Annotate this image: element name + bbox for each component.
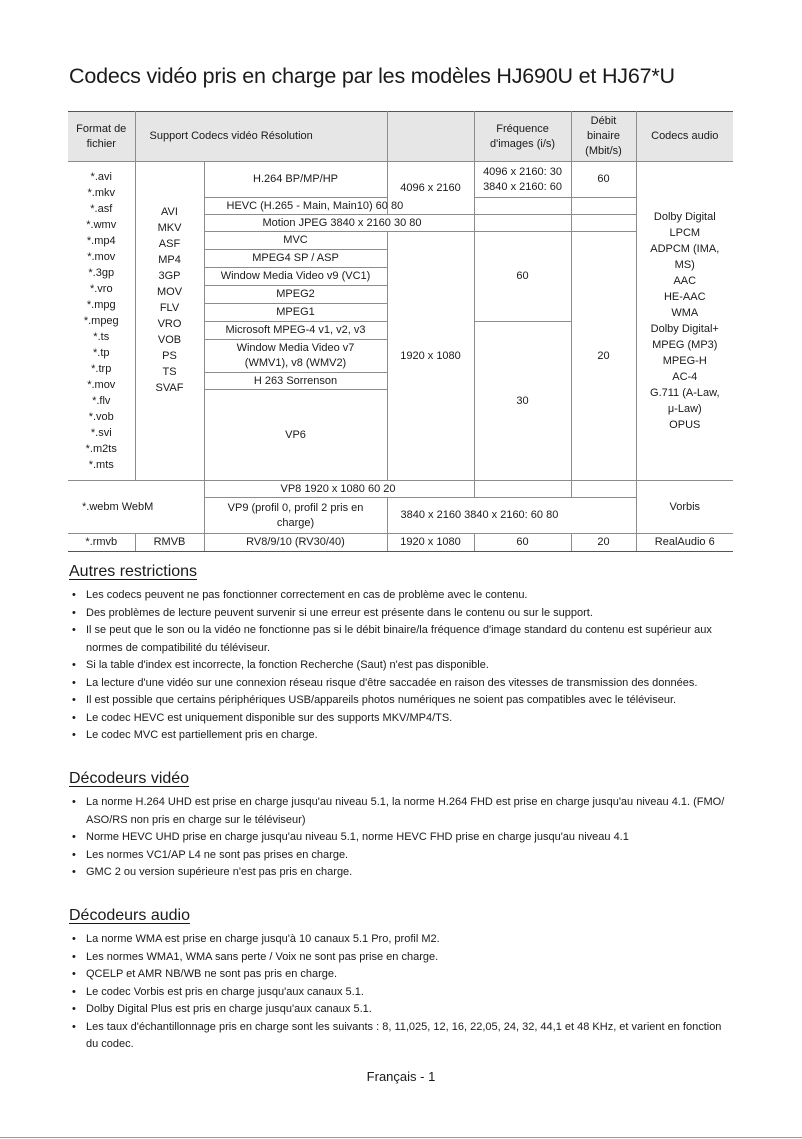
format-cell: *.rmvb (68, 534, 135, 552)
frequency-cell: 30 (474, 322, 571, 481)
resolution-cell: 1920 x 1080 (387, 232, 474, 481)
page-title: Codecs vidéo pris en charge par les modèles HJ690U et HJ67*U (69, 64, 675, 88)
list-item: MOV (156, 286, 183, 298)
list-item: MPEG (MP3) (652, 339, 718, 351)
frequency-cell: 60 (474, 534, 571, 552)
bottom-divider (0, 1137, 802, 1138)
list-item: VRO (157, 318, 182, 330)
codec-table (68, 111, 733, 552)
codec-cell: H.264 BP/MP/HP (204, 162, 387, 198)
list-item: MP4 (158, 254, 181, 266)
list-item: • QCELP et AMR NB/WB ne sont pas pris en charge. (69, 966, 729, 984)
list-item: ADPCM (IMA, MS) (650, 243, 720, 271)
list-item: • Le codec Vorbis est pris en charge jusqu'aux canaux 5.1. (69, 984, 729, 1002)
container-cell: RMVB (135, 534, 204, 552)
codec-cell: MPEG2 (204, 286, 387, 304)
list-item: SVAF (155, 382, 184, 394)
list-item: *.tp (92, 347, 110, 359)
page-footer: Français - 1 (366, 1069, 436, 1084)
list-item: *.avi (90, 171, 112, 183)
list-item: • Les normes VC1/AP L4 ne sont pas prises en charge. (69, 847, 729, 865)
list-item: • Les taux d'échantillonnage pris en charge sont les suivants : 8, 11,025, 12, 16, 22,05, 24, 32, 44,1 et 48 KHz, et varient en fonction du codec. (69, 1019, 729, 1054)
bitrate-cell (571, 215, 636, 232)
list-item: • Dolby Digital Plus est pris en charge jusqu'aux canaux 5.1. (69, 1001, 729, 1019)
list-item: *.svi (90, 427, 112, 439)
list-item: VOB (157, 334, 182, 346)
frequency-cell (474, 198, 571, 215)
codec-cell: VP9 (profil 0, profil 2 pris en charge) (204, 498, 387, 534)
list-item: *.trp (91, 363, 112, 375)
list-item: HE-AAC (663, 291, 706, 303)
header-support-codecs: Support Codecs vidéo Résolution (135, 112, 387, 162)
header-bitrate: Débit binaire (Mbit/s) (571, 112, 636, 162)
list-item: • Il se peut que le son ou la vidéo ne fonctionne pas si le débit binaire/la fréquence d'image standard du contenu est supérieur aux normes de compatibilité du téléviseur. (69, 622, 729, 657)
codec-cell: VP8 1920 x 1080 60 20 (204, 481, 474, 498)
codec-cell: MVC (204, 232, 387, 250)
list-item: ASF (158, 238, 181, 250)
list-item: • Si la table d'index est incorrecte, la fonction Recherche (Saut) n'est pas disponible. (69, 657, 729, 675)
list-item: *.asf (90, 203, 113, 215)
list-video (69, 794, 729, 882)
list-audio (69, 931, 729, 1054)
list-item: OPUS (669, 419, 701, 431)
frequency-cell: 4096 x 2160: 30 3840 x 2160: 60 (474, 162, 571, 198)
list-item: • La norme H.264 UHD est prise en charge jusqu'au niveau 5.1, la norme H.264 FHD est prise en charge jusqu'au niveau 4.1. (FMO/ ASO/RS non pris en charge sur le téléviseur) (69, 794, 729, 829)
table-row (68, 162, 733, 198)
header-audio: Codecs audio (636, 112, 733, 162)
header-blank (387, 112, 474, 162)
list-item: 3GP (158, 270, 181, 282)
codec-cell: H 263 Sorrenson (204, 373, 387, 390)
list-item: *.m2ts (85, 443, 117, 455)
bitrate-cell (571, 198, 636, 215)
table-row (68, 481, 733, 498)
codec-cell: VP6 (204, 390, 387, 481)
list-item: *.mkv (87, 187, 115, 199)
codec-cell: MPEG1 (204, 304, 387, 322)
frequency-cell (474, 215, 571, 232)
table-header-row (68, 112, 733, 162)
format-list (68, 162, 135, 481)
codec-cell: Window Media Video v9 (VC1) (204, 268, 387, 286)
list-item: *.mp4 (86, 235, 116, 247)
list-item: *.ts (93, 331, 110, 343)
list-item: PS (162, 350, 177, 362)
list-item: *.mov (87, 379, 116, 391)
resolution-cell: 4096 x 2160 (387, 162, 474, 215)
section-heading-video: Décodeurs vidéo (69, 770, 190, 787)
list-item: • Des problèmes de lecture peuvent survenir si une erreur est présente dans le contenu ou sur le support. (69, 605, 729, 623)
bitrate-cell: 20 (571, 534, 636, 552)
list-item: FLV (159, 302, 180, 314)
list-item: MKV (157, 222, 182, 234)
list-item: *.vro (89, 283, 113, 295)
bitrate-cell: 20 (571, 232, 636, 481)
frequency-cell (474, 481, 571, 498)
audio-codec-list (636, 162, 733, 481)
list-item: AAC (673, 275, 697, 287)
list-item: G.711 (A-Law, μ-Law) (650, 387, 720, 415)
header-frequency: Fréquence d'images (i/s) (474, 112, 571, 162)
list-item: Dolby Digital (653, 211, 716, 223)
frequency-cell: 60 (474, 232, 571, 322)
list-item: *.mov (87, 251, 116, 263)
resolution-cell: 1920 x 1080 (387, 534, 474, 552)
list-autres (69, 587, 729, 745)
section-heading-autres: Autres restrictions (69, 563, 198, 580)
bitrate-cell (571, 481, 636, 498)
list-item: • La norme WMA est prise en charge jusqu'à 10 canaux 5.1 Pro, profil M2. (69, 931, 729, 949)
list-item: LPCM (669, 227, 701, 239)
container-list (135, 162, 204, 481)
list-item: • Il est possible que certains périphériques USB/appareils photos numériques ne soient pas compatibles avec le téléviseur. (69, 692, 729, 710)
list-item: AC-4 (672, 371, 698, 383)
list-item: MPEG-H (662, 355, 707, 367)
list-item: • Le codec HEVC est uniquement disponible sur des supports MKV/MP4/TS. (69, 710, 729, 728)
codec-cell: Window Media Video v7 (WMV1), v8 (WMV2) (204, 340, 387, 373)
list-item: *.vob (88, 411, 114, 423)
webm-format-cell: *.webm WebM (68, 481, 204, 534)
list-item: *.mpeg (83, 315, 119, 327)
list-item: AVI (161, 206, 178, 218)
list-item: *.3gp (88, 267, 115, 279)
codec-cell: Motion JPEG 3840 x 2160 30 80 (204, 215, 474, 232)
list-item: *.wmv (86, 219, 117, 231)
list-item: • La lecture d'une vidéo sur une connexion réseau risque d'être saccadée en raison des vitesses de transmission des données. (69, 675, 729, 693)
codec-cell: HEVC (H.265 - Main, Main10) 60 80 (204, 198, 387, 215)
list-item: • Le codec MVC est partiellement pris en charge. (69, 727, 729, 745)
codec-cell: Microsoft MPEG-4 v1, v2, v3 (204, 322, 387, 340)
list-item: TS (162, 366, 177, 378)
list-item: • Les codecs peuvent ne pas fonctionner correctement en cas de problème avec le contenu. (69, 587, 729, 605)
list-item: • GMC 2 ou version supérieure n'est pas pris en charge. (69, 864, 729, 882)
codec-cell: RV8/9/10 (RV30/40) (204, 534, 387, 552)
list-item: WMA (671, 307, 699, 319)
section-heading-audio: Décodeurs audio (69, 907, 190, 924)
list-item: *.flv (92, 395, 111, 407)
audio-cell: RealAudio 6 (636, 534, 733, 552)
resolution-cell: 3840 x 2160 3840 x 2160: 60 80 (387, 498, 636, 534)
audio-cell: Vorbis (636, 481, 733, 534)
bitrate-cell: 60 (571, 162, 636, 198)
list-item: Dolby Digital+ (650, 323, 719, 335)
list-item: *.mts (88, 459, 114, 471)
list-item: • Norme HEVC UHD prise en charge jusqu'au niveau 5.1, norme HEVC FHD prise en charge jusqu'au niveau 4.1 (69, 829, 729, 847)
list-item: • Les normes WMA1, WMA sans perte / Voix ne sont pas prise en charge. (69, 949, 729, 967)
list-item: *.mpg (86, 299, 116, 311)
header-format: Format de fichier (68, 112, 135, 162)
codec-cell: MPEG4 SP / ASP (204, 250, 387, 268)
table-row (68, 534, 733, 552)
